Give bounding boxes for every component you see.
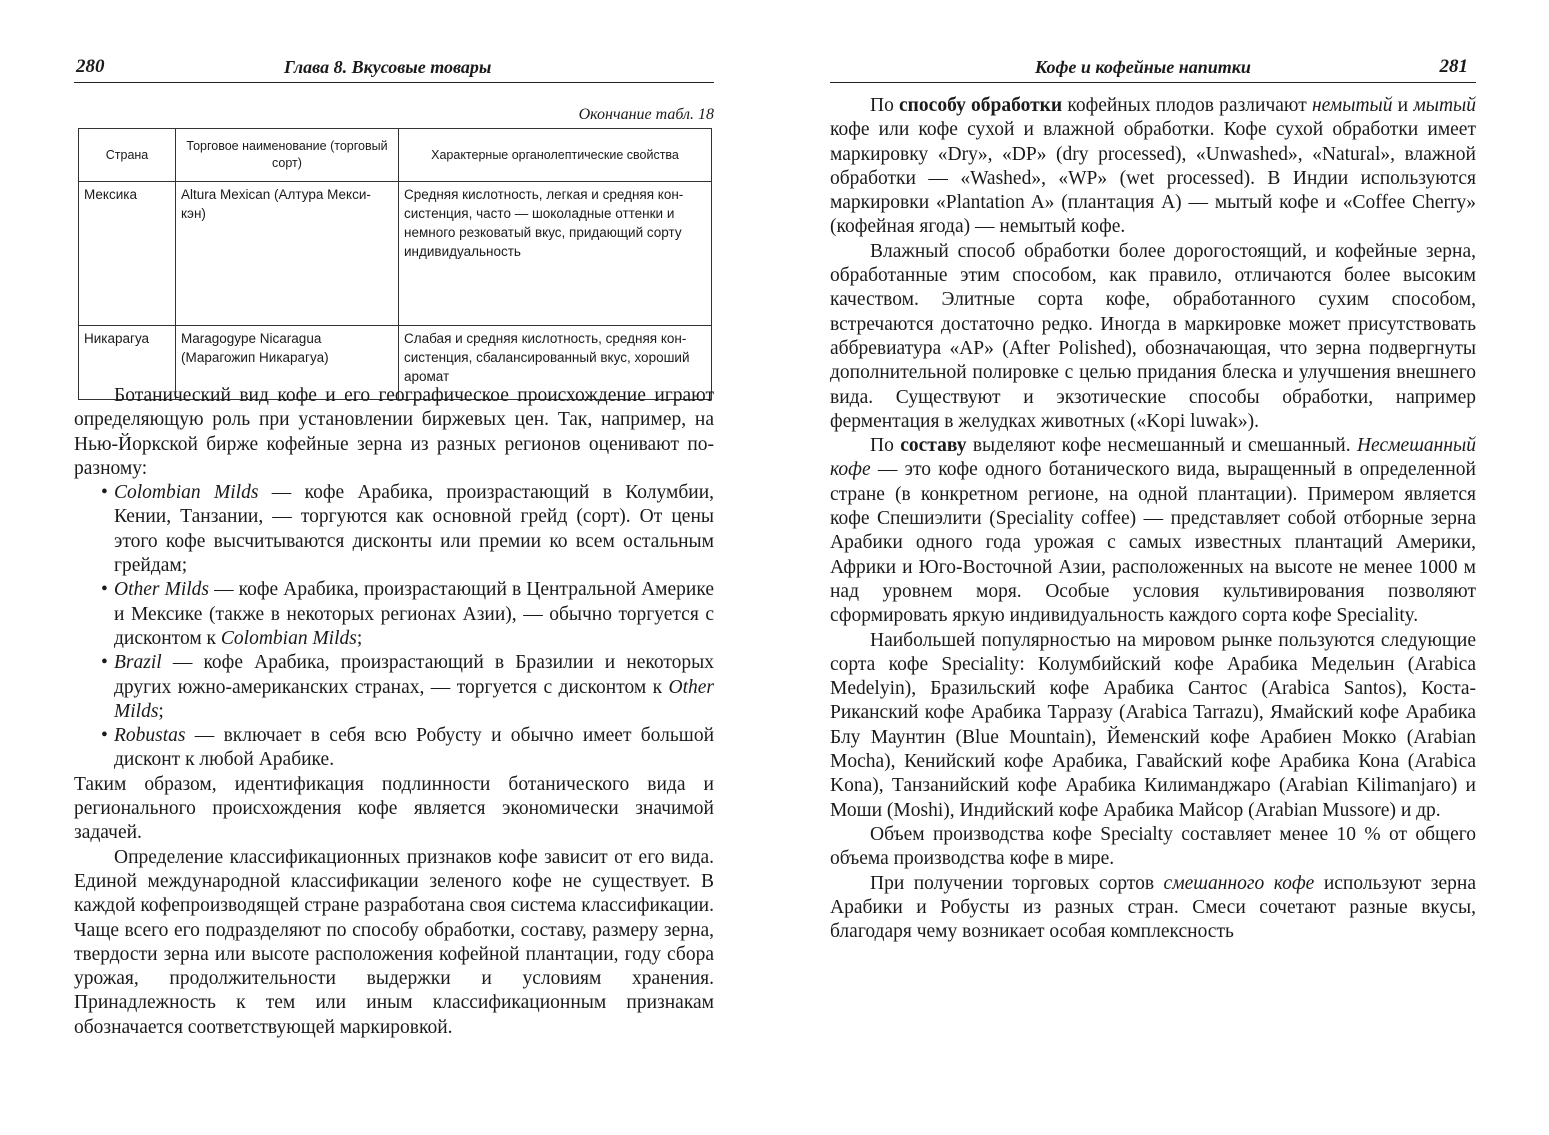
italic-term: смешанного кофе [1163, 872, 1315, 894]
paragraph: Влажный способ обработки более дорогостоящий, и кофейные зерна, обработанные этим способом, как правило, отличаются более высоким качеством. Элитные сорта кофе, обработанного сухим способом, встречаются достаточно редко. Иногда в маркировке может присутствовать аббревиатура «AP» (After Polished), обозначающая, что зерна подвергнуты дополнительной полировке с целью придания блеска и улучшения внешнего вида. Существуют и экзотические способы обработки, например ферментация в желудках животных («Kopi luwak»). [830, 240, 1476, 432]
table-row [79, 182, 712, 326]
item-text: — кофе Арабика, произрастающий в Колумбии, Кении, Танзании, — торгуются как основной грейд (сорт). От цены этого кофе высчитываются дисконты или премии ко всем остальным грейдам; [114, 482, 715, 577]
table-cell: Maragogype Nicaragua (Марагожип Никарагуа) [176, 326, 399, 400]
item-text: — кофе Арабика, произрастающий в Бразилии и некоторых других южно-американских странах, — торгуется с дисконтом к [114, 652, 714, 698]
paragraph: Наибольшей популярностью на мировом рынке пользуются следующие сорта кофе Speciality: Колумбийский кофе Арабика Медельин (Arabica Medelyin), Бразильский кофе Арабика Сантос (Arabica Santos), Коста-Риканский кофе Арабика Тарразу (Arabica Tarrazu), Ямайский кофе Арабика Блу Маунтин (Blue Mountain), Йеменский кофе Арабиен Мокко (Arabian Mocha), Кенийский кофе Арабика, Гавайский кофе Арабика Кона (Arabica Kona), Танзанийский кофе Арабика Килиманджаро (Arabian Kilimanjaro) и Моши (Moshi), Индийский кофе Арабика Майсор (Arabian Mussore) и др. [830, 629, 1476, 821]
left-body-text [74, 384, 714, 1040]
running-head [830, 52, 1476, 83]
bold-term: составу [900, 435, 967, 457]
coffee-table [78, 128, 712, 400]
term: Other Milds [114, 676, 714, 722]
table-cell: Мексика [79, 182, 176, 326]
italic-term: мытый [1413, 95, 1477, 116]
term: Colombian Milds [114, 482, 259, 504]
list-item [114, 724, 714, 773]
left-page [74, 0, 714, 1135]
bold-term: способу обработки [899, 95, 1063, 116]
list-item [114, 481, 714, 578]
page-number: 281 [1439, 56, 1468, 77]
text-run: При получении торговых сортов [870, 872, 1164, 894]
term: Robustas [114, 725, 186, 747]
table-cell: Средняя кислотность, легкая и средняя кон-систенция, часто — шоколадные оттенки и немного резковатый вкус, придающий сорту индивидуальность [399, 182, 712, 326]
paragraph: Таким образом, идентификация подлинности ботанического вида и регионального происхождения кофе является экономически значимой задачей. [74, 773, 714, 844]
list-item [114, 578, 714, 651]
right-body-text [830, 94, 1476, 944]
paragraph [830, 872, 1476, 945]
item-text: ; [356, 627, 363, 649]
table-header: Характерные органолептические свойства [399, 129, 712, 182]
table-header-row [79, 129, 712, 182]
table-caption: Окончание табл. 18 [578, 106, 714, 123]
text-run: и [1392, 95, 1414, 116]
running-head [74, 52, 714, 83]
page-number: 280 [76, 56, 105, 77]
text-run: По [870, 95, 900, 116]
table-cell: Никарагуа [79, 326, 176, 400]
italic-term: немытый [1311, 95, 1393, 116]
paragraph [830, 434, 1476, 628]
table-header: Страна [79, 129, 176, 182]
paragraph [830, 94, 1476, 240]
item-text: — включает в себя всю Робусту и обычно имеет большой дисконт к любой Арабике. [114, 725, 714, 771]
paragraph: Объем производства кофе Specialty составляет менее 10 % от общего объема производства кофе в мире. [830, 823, 1476, 870]
list-item [114, 651, 714, 724]
text-run: — это кофе одного ботанического вида, выращенный в определенной стране (в конкретном регионе, на одной плантации). Примером является кофе Спешиэлити (Speciality coffee) — представляет собой отборные зерна Арабики одного года урожая с самых известных плантаций Америки, Африки и Юго-Восточной Азии, расположенных на высоте не менее 1000 м над уровнем моря. Особые условия культивирования позволяют сформировать яркую индивидуальность каждого сорта кофе Speciality. [830, 459, 1476, 627]
section-title: Кофе и кофейные напитки [1035, 57, 1251, 77]
text-run: кофейных плодов различают [1062, 95, 1312, 116]
text-run: используют зерна Арабики и Робусты из разных стран. Смеси сочетают разные вкусы, благодаря чему возникает особая комплексность [830, 872, 1477, 943]
paragraph: Определение классификационных признаков кофе зависит от его вида. Единой международной классификации зеленого кофе не существует. В каждой кофепроизводящей стране разработана своя система классификации. Чаще всего его подразделяют по способу обработки, составу, размеру зерна, твердости зерна или высоте расположения кофейной плантации, году сбора урожая, продолжительности выдержки и условиям хранения. Принадлежность к тем или иным классификационным признакам обозначается соответствующей маркировкой. [74, 846, 714, 1038]
text-run: По [870, 435, 901, 457]
table-header: Торговое наименование (торговый сорт) [176, 129, 399, 182]
bullet-list [74, 481, 714, 773]
table-cell: Слабая и средняя кислотность, средняя кон-систенция, сбалансированный вкус, хороший аромат [399, 326, 712, 400]
item-text: ; [158, 700, 164, 722]
chapter-title: Глава 8. Вкусовые товары [284, 57, 492, 77]
italic-term: Несмешанный кофе [830, 435, 1476, 481]
term: Colombian Milds [220, 627, 357, 649]
right-page [830, 0, 1476, 1135]
table-cell: Altura Mexican (Алтура Мекси-кэн) [176, 182, 399, 326]
paragraph: Ботанический вид кофе и его географическое происхождение играют определяющую роль при установлении биржевых цен. Так, например, на Нью-Йоркской бирже кофейные зерна из разных регионов оценивают по-разному: [74, 385, 714, 479]
item-text: — кофе Арабика, произрастающий в Центральной Америке и Мексике (также в некоторых регионах Азии), — обычно торгуется с дисконтом к [114, 579, 714, 649]
text-run: кофе или кофе сухой и влажной обработки. Кофе сухой обработки имеет маркировку «Dry», «DP» (dry processed), «Unwashed», «Natural», влажной обработки — «Washed», «WP» (wet processed). В Индии используются маркировки «Plantation A» (плантация A) — мытый кофе и «Coffee Cherry» (кофейная ягода) — немытый кофе. [830, 119, 1476, 238]
text-run: выделяют кофе несмешанный и смешанный. [966, 435, 1357, 457]
term: Other Milds [114, 579, 209, 601]
term: Brazil [114, 652, 162, 674]
